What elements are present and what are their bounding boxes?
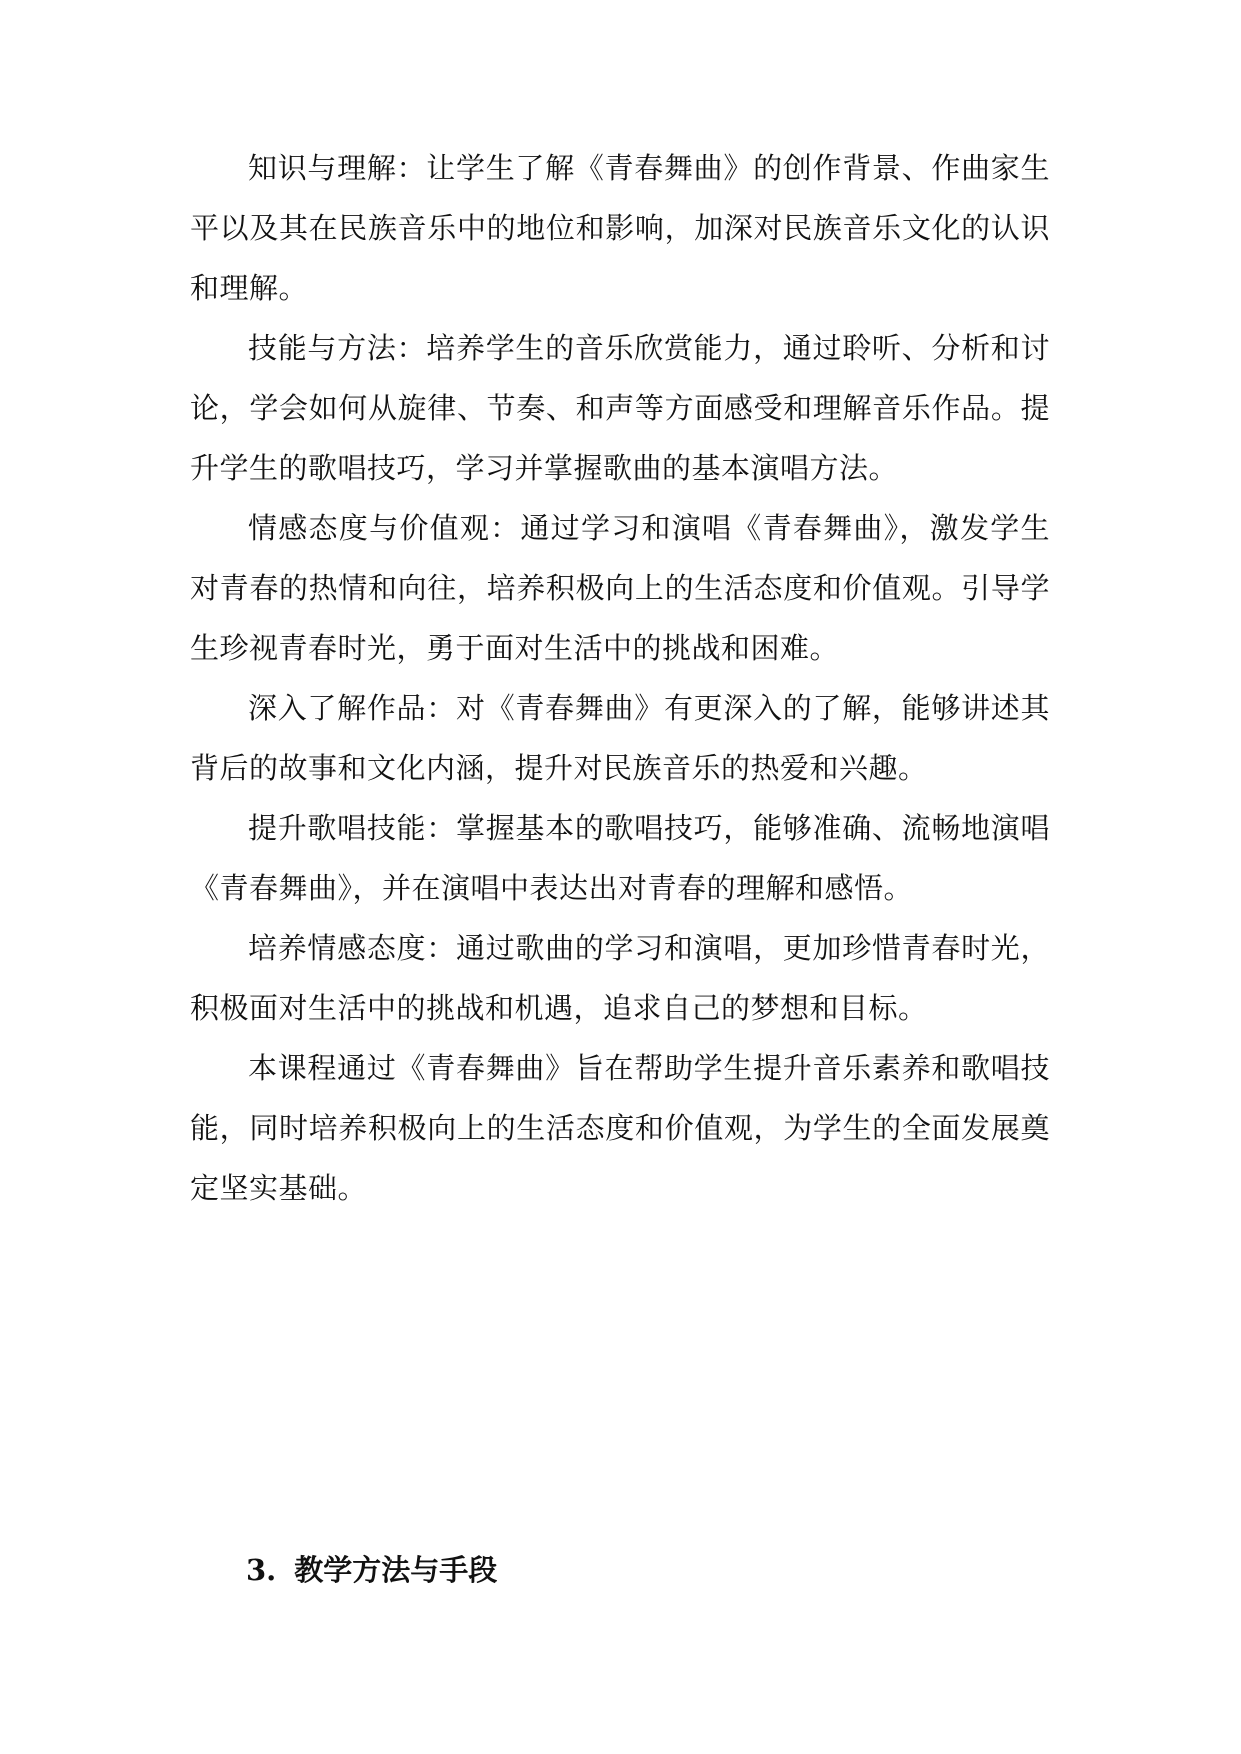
body-text: [190, 138, 1050, 1218]
paragraph-understand-work: 深入了解作品：对《青春舞曲》有更深入的了解，能够讲述其背后的故事和文化内涵，提升对民族音乐的热爱和兴趣。: [190, 691, 1050, 785]
paragraph-singing-skills: 提升歌唱技能：掌握基本的歌唱技巧，能够准确、流畅地演唱《青春舞曲》，并在演唱中表达出对青春的理解和感悟。: [190, 811, 1050, 905]
section-title: 教学方法与手段: [294, 1553, 498, 1587]
paragraph-emotional-attitude: 培养情感态度：通过歌曲的学习和演唱，更加珍惜青春时光，积极面对生活中的挑战和机遇，追求自己的梦想和目标。: [190, 931, 1050, 1025]
section-heading: [246, 1545, 497, 1595]
paragraph-skills: 技能与方法：培养学生的音乐欣赏能力，通过聆听、分析和讨论，学会如何从旋律、节奏、和声等方面感受和理解音乐作品。提升学生的歌唱技巧，学习并掌握歌曲的基本演唱方法。: [190, 331, 1050, 485]
paragraph-emotion-values: 情感态度与价值观：通过学习和演唱《青春舞曲》，激发学生对青春的热情和向往，培养积极向上的生活态度和价值观。引导学生珍视青春时光，勇于面对生活中的挑战和困难。: [190, 511, 1050, 665]
paragraph-knowledge: 知识与理解：让学生了解《青春舞曲》的创作背景、作曲家生平以及其在民族音乐中的地位和影响，加深对民族音乐文化的认识和理解。: [190, 151, 1050, 305]
section-number: 3.: [246, 1553, 277, 1587]
paragraph-summary: 本课程通过《青春舞曲》旨在帮助学生提升音乐素养和歌唱技能，同时培养积极向上的生活态度和价值观，为学生的全面发展奠定坚实基础。: [190, 1051, 1050, 1205]
